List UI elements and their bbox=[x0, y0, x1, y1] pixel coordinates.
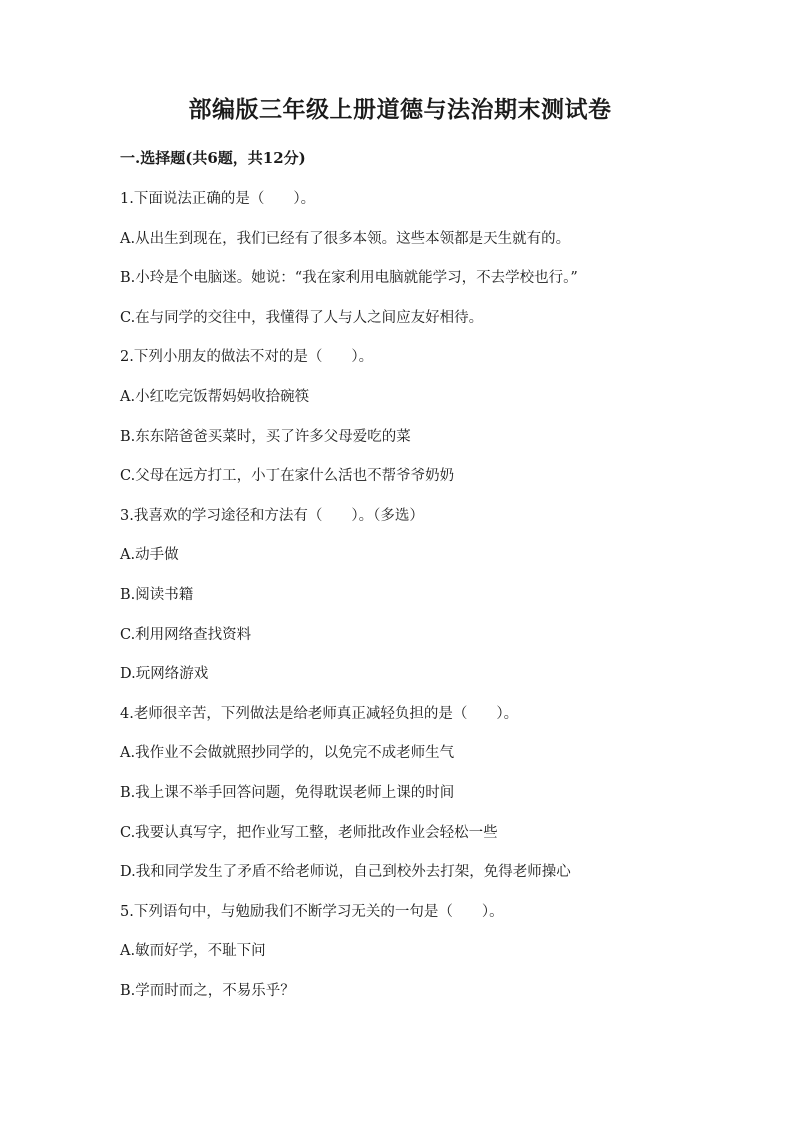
page-title: 部编版三年级上册道德与法治期末测试卷 bbox=[188, 96, 612, 123]
question-stem: 5.下列语句中，与勉励我们不断学习无关的一句是（ ）。 bbox=[120, 903, 504, 920]
question-stem: 1.下面说法正确的是（ ）。 bbox=[120, 191, 316, 207]
option-item: D.我和同学发生了矛盾不给老师说，自己到校外去打架，免得老师操心 bbox=[120, 864, 571, 881]
question-stem: 4.老师很辛苦，下列做法是给老师真正减轻负担的是（ ）。 bbox=[120, 705, 519, 722]
option-item: A.从出生到现在，我们已经有了很多本领。这些本领都是天生就有的。 bbox=[120, 230, 571, 247]
question-stem: 3.我喜欢的学习途径和方法有（ ）。（多选） bbox=[120, 507, 424, 524]
option-item: B.东东陪爸爸买菜时，买了许多父母爱吃的菜 bbox=[120, 428, 411, 445]
question-list bbox=[120, 180, 720, 1011]
option-item: A.敏而好学，不耻下问 bbox=[120, 943, 266, 960]
option-item: A.我作业不会做就照抄同学的，以免完不成老师生气 bbox=[120, 745, 455, 762]
option-item: B.我上课不举手回答问题，免得耽误老师上课的时间 bbox=[120, 784, 455, 801]
option-item: A.动手做 bbox=[120, 547, 179, 564]
option-item: A.小红吃完饭帮妈妈收拾碗筷 bbox=[120, 388, 310, 405]
option-item: C.父母在远方打工，小丁在家什么活也不帮爷爷奶奶 bbox=[120, 468, 455, 485]
option-item: C.我要认真写字，把作业写工整，老师批改作业会轻松一些 bbox=[120, 824, 498, 841]
option-item: B.学而时而之，不易乐乎？ bbox=[120, 982, 295, 999]
option-item: C.利用网络查找资料 bbox=[120, 626, 252, 643]
option-item: B.小玲是个电脑迷。她说：“我在家利用电脑就能学习，不去学校也行。” bbox=[120, 270, 578, 287]
question-stem: 2.下列小朋友的做法不对的是（ ）。 bbox=[120, 349, 374, 366]
option-item: D.玩网络游戏 bbox=[120, 666, 209, 683]
section-heading: 一.选择题(共6题，共12分) bbox=[120, 149, 306, 167]
option-item: C.在与同学的交往中，我懂得了人与人之间应友好相待。 bbox=[120, 309, 484, 326]
option-item: B.阅读书籍 bbox=[120, 586, 194, 603]
